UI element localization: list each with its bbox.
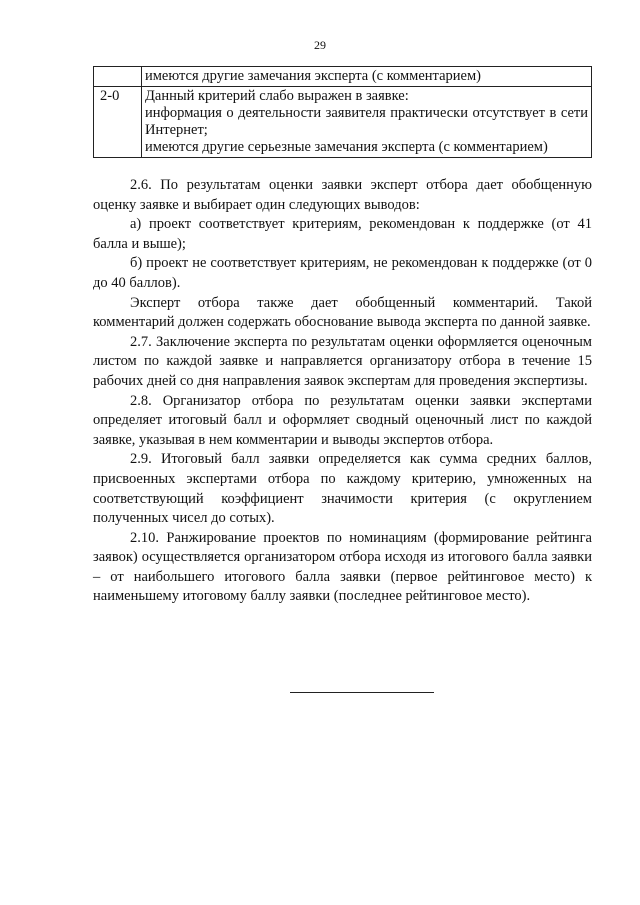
description-cell [142, 67, 592, 87]
document-body [93, 176, 592, 607]
table-row [94, 87, 592, 158]
paragraph-2-6: 2.6. По результатам оценки заявки эксперт отбора дает обобщенную оценку заявке и выбирает один следующих выводов: [93, 177, 592, 213]
description-line: имеются другие серьезные замечания эксперта (с комментарием) [145, 139, 548, 155]
paragraph-2-7: 2.7. Заключение эксперта по результатам оценки оформляется оценочным листом по каждой заявке и направляется организатору отбора в течение 15 рабочих дней со дня направления заявок экспертам для проведения экспертизы. [93, 333, 592, 389]
description-line: имеются другие замечания эксперта (с комментарием) [145, 68, 481, 84]
paragraph-expert-comment: Эксперт отбора также дает обобщенный комментарий. Такой комментарий должен содержать обоснование вывода эксперта по данной заявке. [93, 294, 592, 331]
description-line: Данный критерий слабо выражен в заявке: [145, 88, 409, 104]
paragraph-2-8: 2.8. Организатор отбора по результатам оценки заявки экспертами определяет итоговый балл и оформляет сводный оценочный лист по каждой заявке, указывая в нем комментарии и выводы экспертов отбора. [93, 392, 592, 448]
description-line: информация о деятельности заявителя практически отсутствует в сети Интернет; [145, 105, 588, 138]
end-of-document-divider [290, 692, 434, 693]
criteria-table [93, 66, 592, 158]
page-number: 29 [314, 38, 326, 52]
paragraph-2-9: 2.9. Итоговый балл заявки определяется как сумма средних баллов, присвоенных экспертами отбора по каждому критерию, умноженных на соответствующий коэффициент значимости критерия (с округлением полученных чисел до сотых). [93, 451, 592, 527]
description-cell [142, 87, 592, 158]
score-cell [94, 67, 142, 87]
table-row [94, 67, 592, 87]
paragraph-option-b: б) проект не соответствует критериям, не рекомендован к поддержке (от 0 до 40 баллов). [93, 255, 592, 291]
paragraph-2-10: 2.10. Ранжирование проектов по номинациям (формирование рейтинга заявок) осуществляется организатором отбора исходя из итогового балла заявки – от наибольшего итогового балла заявки (первое рейтинговое место) к наименьшему итоговому баллу заявки (последнее рейтинговое место). [93, 529, 592, 605]
paragraph-option-a: а) проект соответствует критериям, рекомендован к поддержке (от 41 балла и выше); [93, 216, 592, 252]
score-cell: 2-0 [94, 87, 142, 158]
